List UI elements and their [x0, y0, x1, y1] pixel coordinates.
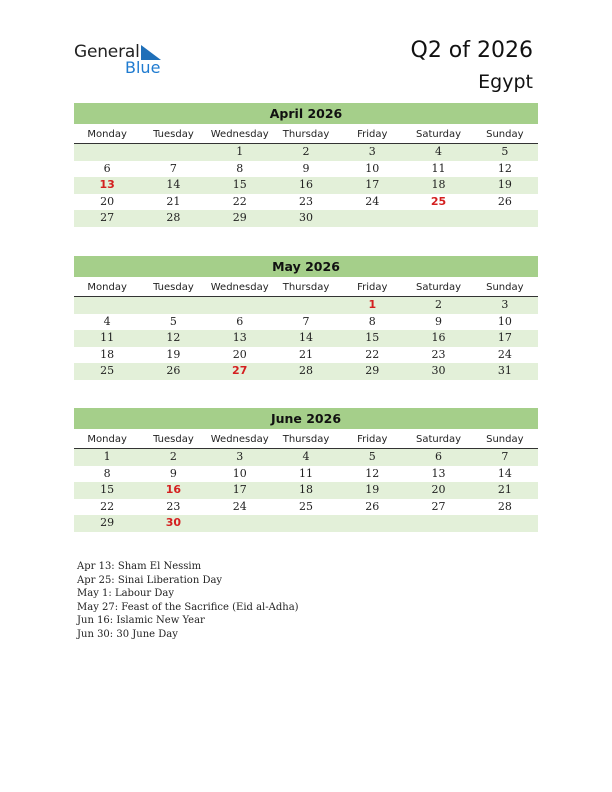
day-cell: 1: [103, 450, 111, 463]
day-cell: 26: [365, 499, 380, 513]
week-row: [74, 347, 538, 364]
day-cell: 3: [236, 450, 244, 463]
day-cell: [405, 210, 471, 227]
day-cell: 23: [431, 347, 446, 361]
day-cell: 24: [365, 194, 380, 208]
day-cell: [472, 515, 538, 532]
day-cell: 30: [165, 516, 182, 529]
day-cell: 10: [365, 161, 380, 175]
day-cell: [405, 515, 471, 532]
weekday-label: Wednesday: [210, 282, 269, 293]
weekday-label: Friday: [357, 282, 388, 293]
day-cell: [207, 297, 273, 314]
day-cell: 11: [298, 466, 313, 480]
country-name: Egypt: [478, 71, 533, 93]
day-cell: 7: [302, 314, 310, 328]
day-cell: 2: [435, 298, 443, 311]
day-cell: 16: [431, 331, 446, 344]
day-cell: 28: [298, 364, 313, 377]
weekday-label: Saturday: [416, 282, 462, 293]
week-row: [74, 177, 538, 194]
weekday-label: Tuesday: [153, 282, 194, 293]
day-cell: [339, 515, 405, 532]
day-cell: 26: [166, 364, 181, 377]
day-cell: 7: [501, 450, 509, 463]
day-cell: [273, 297, 339, 314]
day-cell: 13: [99, 178, 115, 191]
holiday-item: May 1: Labour Day: [77, 588, 174, 599]
day-cell: 20: [232, 347, 247, 361]
week-row: [74, 466, 538, 483]
day-cell: 17: [365, 178, 380, 191]
day-cell: 22: [365, 347, 380, 361]
month-calendar: [74, 103, 538, 227]
day-cell: 27: [431, 499, 446, 513]
week-row: [74, 482, 538, 499]
day-cell: 29: [232, 211, 247, 224]
day-cell: 17: [497, 331, 512, 344]
day-cell: 27: [232, 364, 248, 377]
day-cell: 22: [232, 194, 247, 208]
day-cell: 8: [103, 466, 111, 480]
day-cell: 6: [435, 450, 443, 463]
month-title: June 2026: [74, 408, 538, 429]
day-cell: 11: [431, 161, 446, 175]
day-cell: 12: [497, 161, 512, 175]
day-cell: 14: [497, 466, 512, 480]
day-cell: 21: [166, 194, 181, 208]
day-cell: 9: [302, 161, 310, 175]
day-cell: 6: [236, 314, 244, 328]
day-cell: 14: [298, 331, 313, 344]
day-cell: 6: [103, 161, 111, 175]
day-cell: 28: [497, 499, 512, 513]
week-row: [74, 210, 538, 227]
holiday-item: Jun 16: Islamic New Year: [77, 615, 205, 626]
day-cell: 25: [430, 194, 447, 208]
weekday-header-row: [74, 126, 538, 144]
week-row: [74, 194, 538, 211]
weekday-label: Thursday: [282, 434, 330, 445]
day-cell: 26: [497, 194, 512, 208]
day-cell: 13: [232, 331, 247, 344]
weekday-label: Tuesday: [153, 129, 194, 140]
weekday-label: Thursday: [282, 129, 330, 140]
day-cell: [140, 144, 206, 161]
day-cell: [207, 515, 273, 532]
day-cell: 7: [169, 161, 177, 175]
page-title: Q2 of 2026: [410, 38, 533, 63]
day-cell: 24: [497, 347, 512, 361]
day-cell: 27: [100, 211, 115, 224]
week-row: [74, 515, 538, 532]
month-calendar: [74, 408, 538, 532]
weekday-header-row: [74, 431, 538, 449]
day-cell: 21: [497, 483, 512, 496]
logo-word-blue: Blue: [125, 58, 161, 77]
day-cell: 24: [232, 499, 247, 513]
week-row: [74, 161, 538, 178]
holiday-item: Apr 13: Sham El Nessim: [77, 561, 202, 572]
day-cell: 1: [368, 298, 377, 311]
day-cell: 30: [431, 364, 446, 377]
day-cell: 31: [497, 364, 512, 377]
day-cell: [273, 515, 339, 532]
week-row: [74, 330, 538, 347]
day-cell: 25: [100, 364, 115, 377]
weekday-label: Saturday: [416, 434, 462, 445]
day-cell: 23: [166, 499, 181, 513]
day-cell: 10: [232, 466, 247, 480]
week-row: [74, 144, 538, 161]
day-cell: 4: [302, 450, 310, 463]
day-cell: 4: [103, 314, 111, 328]
day-cell: 15: [100, 483, 115, 496]
day-cell: [339, 210, 405, 227]
week-row: [74, 297, 538, 314]
day-cell: 9: [169, 466, 177, 480]
day-cell: 19: [497, 178, 512, 191]
day-cell: 19: [365, 483, 380, 496]
month-title: April 2026: [74, 103, 538, 124]
weekday-label: Monday: [87, 434, 127, 445]
weekday-label: Tuesday: [153, 434, 194, 445]
day-cell: 5: [501, 145, 509, 158]
day-cell: 14: [166, 178, 181, 191]
day-cell: 5: [169, 314, 177, 328]
day-cell: 12: [166, 331, 181, 344]
weekday-label: Monday: [87, 129, 127, 140]
week-row: [74, 314, 538, 331]
weekday-label: Friday: [357, 129, 388, 140]
weekday-header-row: [74, 279, 538, 297]
day-cell: 29: [100, 516, 115, 529]
day-cell: 4: [435, 145, 443, 158]
day-cell: 21: [298, 347, 313, 361]
day-cell: 20: [431, 483, 446, 496]
day-cell: 9: [435, 314, 443, 328]
day-cell: 2: [169, 450, 177, 463]
day-cell: [74, 297, 140, 314]
weekday-label: Friday: [357, 434, 388, 445]
day-cell: 16: [298, 178, 313, 191]
weekday-label: Sunday: [486, 282, 524, 293]
weekday-label: Wednesday: [210, 129, 269, 140]
day-cell: 29: [365, 364, 380, 377]
weekday-label: Thursday: [282, 282, 330, 293]
holiday-list: [77, 560, 299, 641]
holiday-item: Apr 25: Sinai Liberation Day: [77, 574, 223, 586]
weekday-label: Wednesday: [210, 434, 269, 445]
day-cell: 30: [298, 211, 313, 224]
day-cell: 3: [501, 298, 509, 311]
day-cell: 8: [236, 161, 244, 175]
day-cell: 16: [165, 483, 182, 496]
day-cell: 11: [100, 331, 115, 344]
day-cell: 1: [236, 145, 244, 158]
day-cell: 18: [100, 347, 115, 361]
day-cell: 15: [232, 178, 247, 191]
day-cell: [472, 210, 538, 227]
day-cell: 13: [431, 466, 446, 480]
weekday-label: Sunday: [486, 434, 524, 445]
holiday-item: May 27: Feast of the Sacrifice (Eid al-Adha): [77, 601, 299, 613]
day-cell: 12: [365, 466, 380, 480]
generalblue-logo: [74, 42, 184, 78]
week-row: [74, 449, 538, 466]
day-cell: 19: [166, 347, 181, 361]
week-row: [74, 499, 538, 516]
day-cell: 18: [298, 483, 313, 496]
day-cell: 8: [368, 314, 376, 328]
week-row: [74, 363, 538, 380]
month-calendar: [74, 256, 538, 380]
day-cell: 22: [100, 499, 115, 513]
logo-word-general: General: [74, 42, 140, 62]
day-cell: 18: [431, 178, 446, 191]
holiday-item: Jun 30: 30 June Day: [77, 628, 178, 640]
day-cell: 3: [368, 145, 376, 158]
day-cell: 20: [100, 194, 115, 208]
weekday-label: Saturday: [416, 129, 462, 140]
day-cell: [74, 144, 140, 161]
day-cell: 10: [497, 314, 512, 328]
day-cell: 25: [298, 499, 313, 513]
day-cell: 28: [166, 211, 181, 224]
day-cell: 15: [365, 331, 380, 344]
weekday-label: Monday: [87, 282, 127, 293]
day-cell: [140, 297, 206, 314]
day-cell: 2: [302, 145, 310, 158]
day-cell: 23: [298, 194, 313, 208]
day-cell: 5: [368, 450, 376, 463]
weekday-label: Sunday: [486, 129, 524, 140]
month-title: May 2026: [74, 256, 538, 277]
day-cell: 17: [232, 483, 247, 496]
